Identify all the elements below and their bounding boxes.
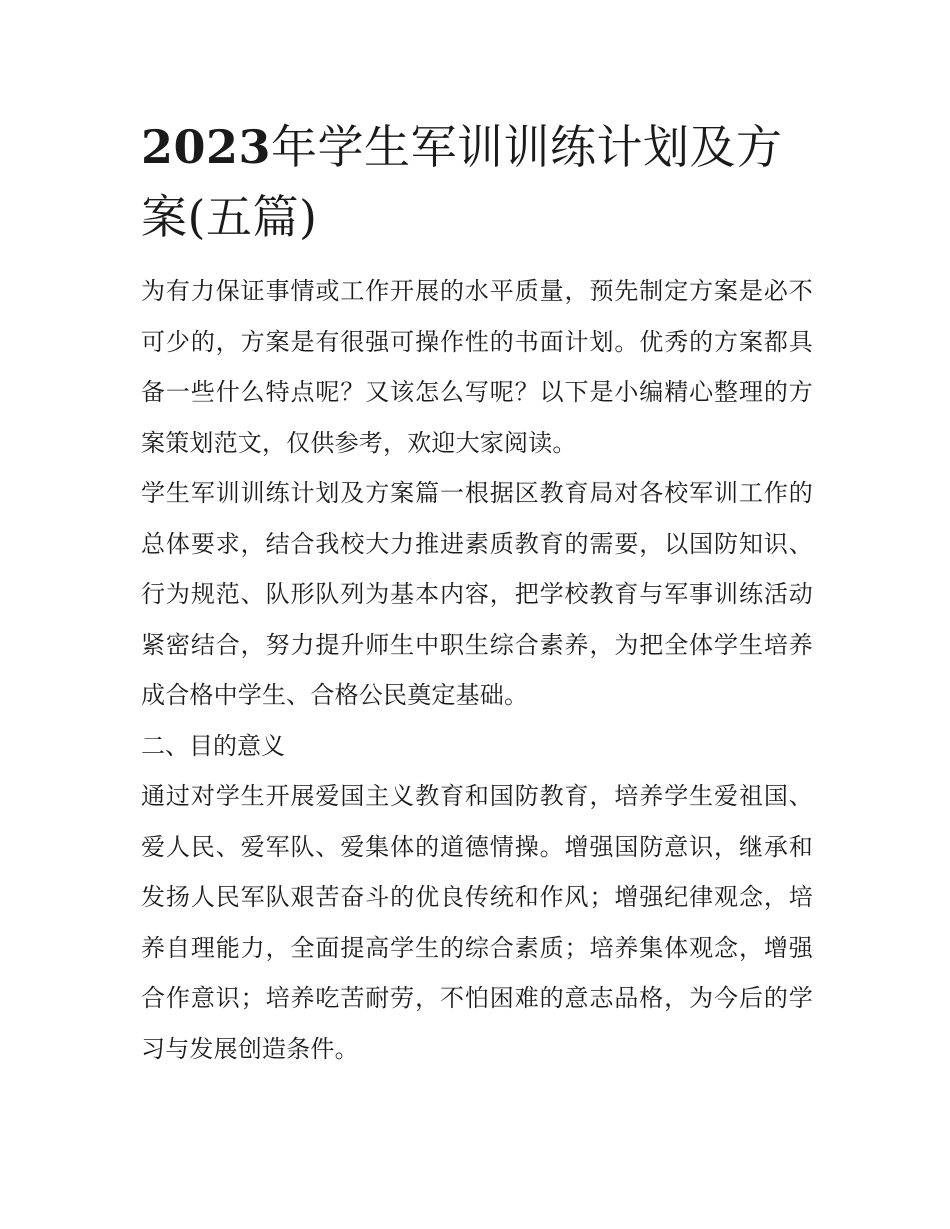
title-year: 2023 xyxy=(141,120,272,174)
section-heading: 二、目的意义 xyxy=(141,731,285,760)
document-page xyxy=(141,112,813,1074)
document-title xyxy=(141,112,813,252)
section-paragraph: 通过对学生开展爱国主义教育和国防教育，培养学生爱祖国、爱人民、爱军队、爱集体的道德情操。增强国防意识，继承和发扬人民军队艰苦奋斗的优良传统和作风；增强纪律观念，培养自理能力，全面提高学生的综合素质；培养集体观念，增强合作意识；培养吃苦耐劳，不怕困难的意志品格，为今后的学习与发展创造条件。 xyxy=(141,782,813,1063)
body-paragraph: 学生军训训练计划及方案篇一根据区教育局对各校军训工作的总体要求，结合我校大力推进素质教育的需要，以国防知识、行为规范、队形队列为基本内容，把学校教育与军事训练活动紧密结合，努力提升师生中职生综合素养，为把全体学生培养成合格中学生、合格公民奠定基础。 xyxy=(141,479,813,709)
intro-paragraph: 为有力保证事情或工作开展的水平质量，预先制定方案是必不可少的，方案是有很强可操作性的书面计划。优秀的方案都具备一些什么特点呢？又该怎么写呢？以下是小编精心整理的方案策划范文，仅供参考，欢迎大家阅读。 xyxy=(141,277,813,457)
title-text: 年学生军训训练计划及方案(五篇) xyxy=(141,120,783,244)
